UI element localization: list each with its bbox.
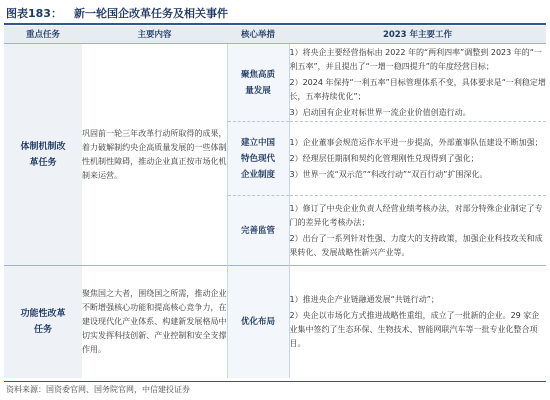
- bottom-divider: [4, 381, 546, 382]
- header-task: 重点任务: [4, 26, 82, 44]
- work-item: 3）启动国有企业对标世界一流企业价值创造行动。: [289, 107, 471, 117]
- top-divider: [4, 23, 546, 25]
- measure-cell: 聚焦高质 量发展: [227, 44, 289, 122]
- work-cell: [289, 44, 546, 122]
- work-item: 2）2024 年保持“一利五率”目标管理体系不变，具体要求是“一利稳定增长，五率持续优化”；: [289, 77, 546, 101]
- work-cell: [289, 266, 546, 378]
- figure-label: 图表183：: [6, 7, 62, 20]
- measure-cell: 建立中国 特色现代 企业制度: [227, 122, 289, 196]
- header-content: 主要内容: [82, 26, 227, 44]
- content-cell: 巩固前一轮三年改革行动所取得的成果，着力破解制约央企高质量发展的一些体制性机制性障碍，推动企业真正按市场化机制来运营。: [82, 128, 227, 180]
- work-item: 2）央企以市场化方式推进战略性重组，成立了一批新的企业。29 家企业集中签约了生态环保、生物技术、智能网联汽车等一批专业化整合项目。: [289, 310, 540, 348]
- measure-cell: 优化布局: [227, 266, 289, 378]
- work-item: 3）世界一流“双示范”“科改行动”“双百行动”扩围深化。: [289, 169, 488, 179]
- work-item: 1）修订了中央企业负责人经营业绩考核办法，对部分特殊企业制定了专门的差异化考核办法；: [289, 203, 543, 227]
- measure-cell: 完善监管: [227, 196, 289, 266]
- work-item: 1）将央企主要经营指标由 2022 年的“两利四率”调整到 2023 年的“一利五率”，并且提出了“一增一稳四提升”的年度经营目标；: [289, 47, 542, 71]
- header-work: 2023 年主要工作: [289, 26, 546, 44]
- content-cell: 聚焦国之大者，围绕国之所需，推动企业不断增强核心功能和提高核心竞争力，在建设现代化产业体系、构建新发展格局中切实发挥科技创新、产业控制和安全支撑作用。: [82, 266, 227, 378]
- work-cell: [289, 196, 546, 266]
- figure-title-text: 新一轮国企改革任务及相关事件: [73, 7, 228, 20]
- work-item: 2）出台了一系列针对性强、力度大的支持政策，加强企业科技攻关和成果转化、发展战略性新兴产业等。: [289, 233, 543, 257]
- header-measure: 核心举措: [227, 26, 289, 44]
- work-item: 2）经理层任期制和契约化管理刚性兑现得到了强化；: [289, 153, 479, 163]
- figure-title: [6, 4, 544, 22]
- table-row: [4, 266, 546, 378]
- work-item: 1）推进央企产业链融通发展“共链行动”；: [289, 294, 439, 304]
- source-note: 资料来源：国资委官网、国务院官网，中信建投证券: [6, 385, 190, 394]
- header-row: [4, 26, 546, 44]
- task-cell: 功能性改革 任务: [4, 266, 82, 378]
- work-item: 1）企业董事会规范运作水平进一步提高，外部董事队伍建设不断加强；: [289, 137, 543, 147]
- work-cell: [289, 122, 546, 196]
- task-cell: 体制机制改 革任务: [4, 44, 82, 266]
- reform-table: [4, 26, 546, 378]
- table-row: [4, 44, 546, 122]
